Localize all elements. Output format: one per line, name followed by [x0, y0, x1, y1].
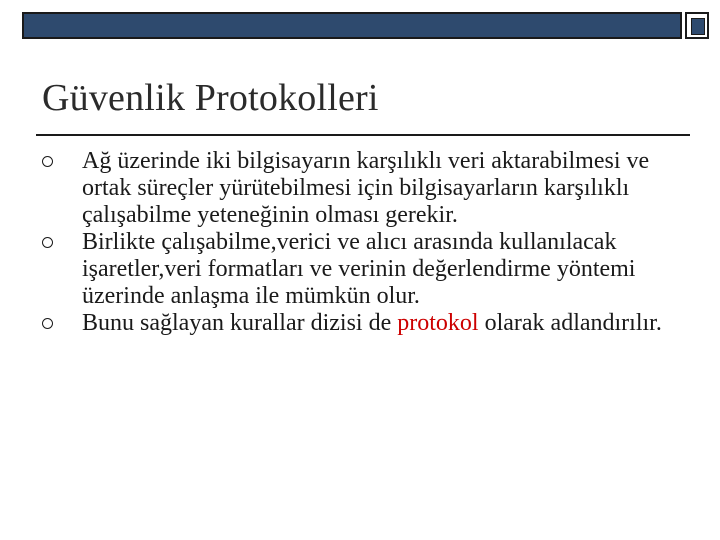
hollow-circle-bullet-icon	[42, 318, 53, 329]
bullet-item	[42, 310, 682, 337]
bullet-text-after: olarak adlandırılır.	[478, 310, 662, 336]
bullet-text: Birlikte çalışabilme,verici ve alıcı arasında kullanılacak işaretler,veri formatları ve verinin değerlendirme yöntemi üzerinde anlaşma ile mümkün olur.	[82, 229, 636, 309]
slide-title: Güvenlik Protokolleri	[42, 77, 379, 119]
bullet-text-before: Bunu sağlayan kurallar dizisi de	[82, 310, 398, 336]
hollow-circle-bullet-icon	[42, 156, 53, 167]
bullet-item	[42, 229, 682, 310]
bullet-item	[42, 148, 682, 229]
corner-decoration-inner	[691, 18, 705, 35]
hollow-circle-bullet-icon	[42, 237, 53, 248]
bullet-list	[42, 148, 682, 337]
header-band	[22, 12, 682, 39]
title-divider	[36, 134, 690, 136]
corner-decoration	[685, 12, 709, 39]
bullet-text: Ağ üzerinde iki bilgisayarın karşılıklı veri aktarabilmesi ve ortak süreçler yürütebilmesi için bilgisayarların karşılıklı çalışabilme yeteneğinin olması gerekir.	[82, 148, 650, 228]
highlighted-term: protokol	[397, 310, 479, 336]
